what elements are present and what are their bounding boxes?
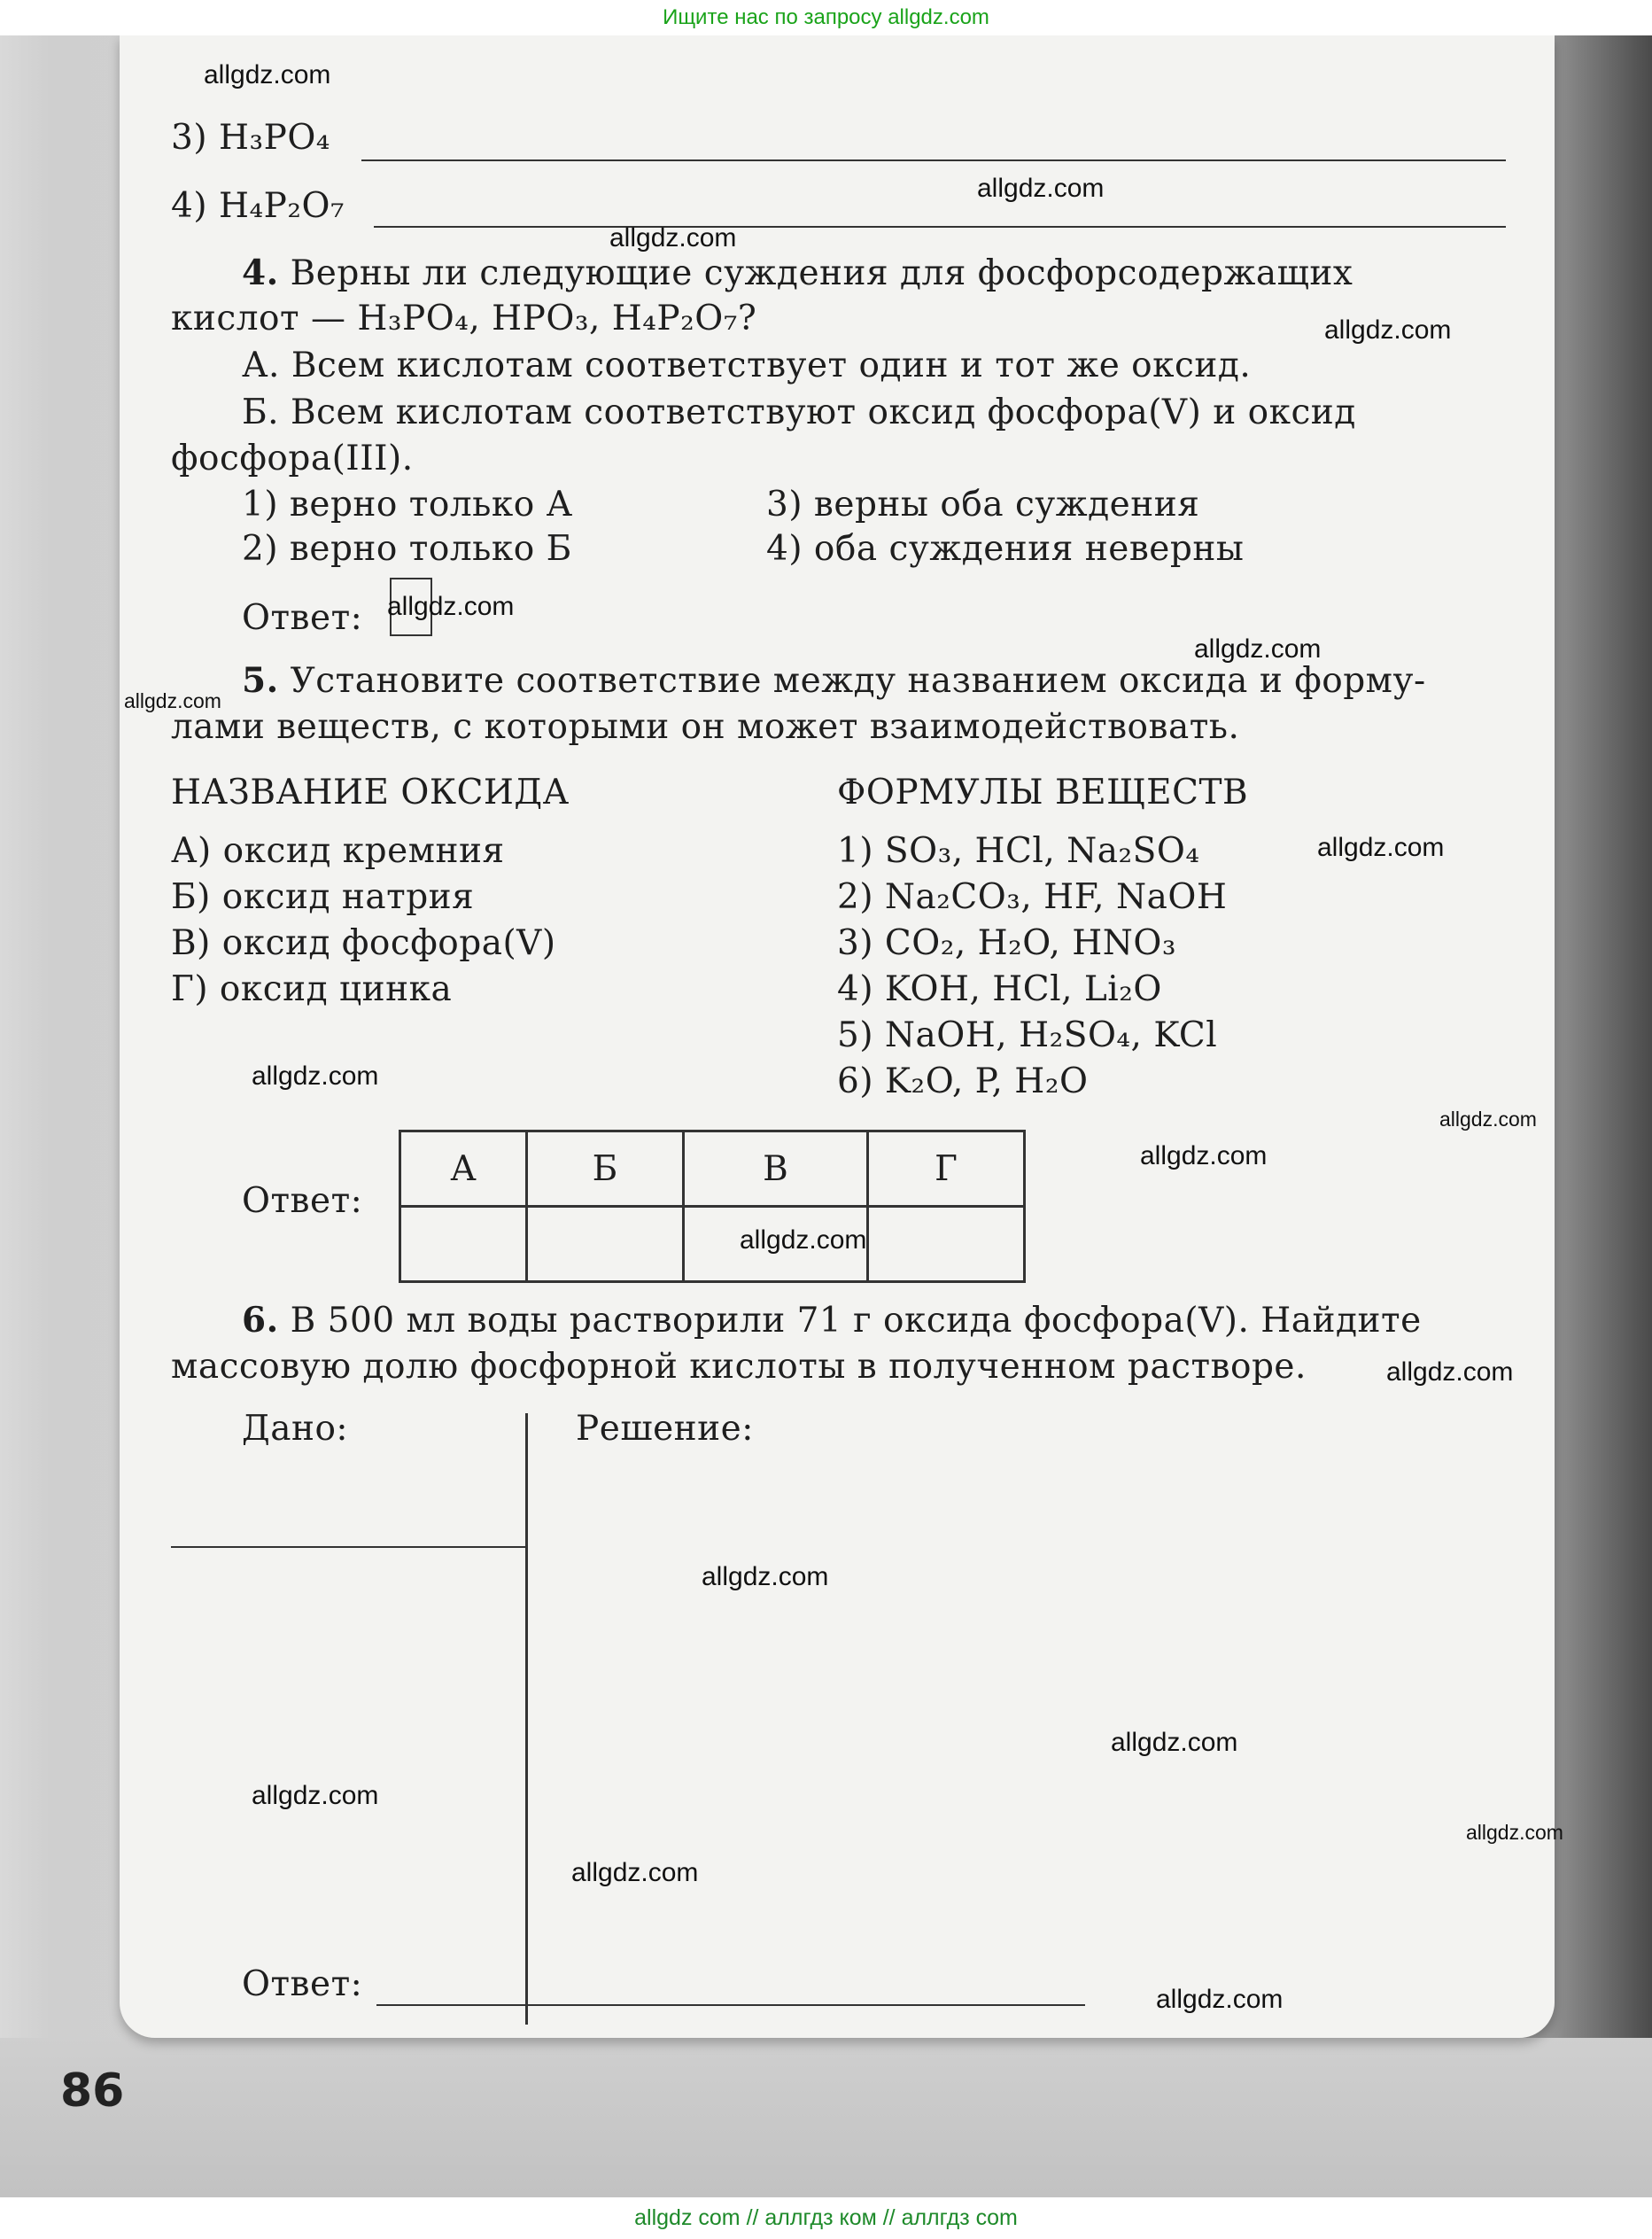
watermark: allgdz.com bbox=[387, 592, 515, 621]
scan-bottom-band bbox=[0, 2038, 1652, 2197]
q5-formula-1: 1) SO₃, HCl, Na₂SO₄ bbox=[837, 831, 1200, 871]
q4-text-line1: 4. Верны ли следующие суждения для фосфорсодержащих bbox=[242, 253, 1353, 293]
watermark: allgdz.com bbox=[1324, 315, 1452, 345]
q5-formula-4: 4) KOH, HCl, Li₂O bbox=[837, 969, 1162, 1009]
watermark: allgdz.com bbox=[124, 689, 221, 712]
q5-oxide-a: А) оксид кремния bbox=[171, 831, 505, 871]
q6-given-underline bbox=[171, 1546, 527, 1548]
q5-header-b: Б bbox=[527, 1131, 684, 1207]
q4-option-2: 2) верно только Б bbox=[242, 529, 572, 569]
q4-statement-b-line1: Б. Всем кислотам соответствуют оксид фосфора(V) и оксид bbox=[242, 393, 1356, 432]
q3-item4: 4) H₄P₂O₇ bbox=[171, 186, 345, 226]
q5-cell-g[interactable] bbox=[868, 1207, 1025, 1282]
q3-item4-answer-line[interactable] bbox=[374, 226, 1506, 228]
watermark: allgdz.com bbox=[1466, 1821, 1563, 1844]
watermark: allgdz.com bbox=[740, 1225, 867, 1255]
q5-col-right-header: ФОРМУЛЫ ВЕЩЕСТВ bbox=[837, 773, 1249, 812]
top-banner[interactable]: Ищите нас по запросу allgdz.com bbox=[0, 0, 1652, 35]
q5-header-v: В bbox=[684, 1131, 868, 1207]
page-number: 86 bbox=[60, 2064, 125, 2118]
watermark: allgdz.com bbox=[204, 60, 331, 89]
q6-answer-label: Ответ: bbox=[242, 1964, 363, 2004]
watermark: allgdz.com bbox=[1194, 634, 1322, 664]
watermark: allgdz.com bbox=[1111, 1728, 1238, 1757]
q5-cell-a[interactable] bbox=[400, 1207, 527, 1282]
watermark: allgdz.com bbox=[1317, 833, 1445, 862]
q6-text-line2: массовую долю фосфорной кислоты в полученном растворе. bbox=[171, 1347, 1307, 1387]
q6-text-line1: 6. В 500 мл воды растворили 71 г оксида фосфора(V). Найдите bbox=[242, 1300, 1422, 1341]
q5-formula-5: 5) NaOH, H₂SO₄, KCl bbox=[837, 1015, 1218, 1055]
bottom-banner[interactable]: allgdz com // аллгдз ком // аллгдз com bbox=[0, 2197, 1652, 2239]
q5-formula-3: 3) CO₂, H₂O, HNO₃ bbox=[837, 923, 1177, 963]
watermark: allgdz.com bbox=[977, 174, 1105, 203]
watermark: allgdz.com bbox=[1386, 1357, 1514, 1387]
q5-header-g: Г bbox=[868, 1131, 1025, 1207]
q6-divider-vertical bbox=[525, 1413, 528, 2025]
q5-text-line1: 5. Установите соответствие между названием оксида и форму- bbox=[242, 660, 1426, 701]
q6-solution-label: Решение: bbox=[576, 1409, 754, 1449]
q5-oxide-b: Б) оксид натрия bbox=[171, 877, 475, 917]
q4-answer-label: Ответ: bbox=[242, 598, 363, 638]
q5-oxide-v: В) оксид фосфора(V) bbox=[171, 923, 556, 963]
q5-formula-6: 6) K₂O, P, H₂O bbox=[837, 1061, 1089, 1101]
q5-header-a: А bbox=[400, 1131, 527, 1207]
q5-cell-b[interactable] bbox=[527, 1207, 684, 1282]
q5-col-left-header: НАЗВАНИЕ ОКСИДА bbox=[171, 773, 570, 812]
q4-statement-a: А. Всем кислотам соответствует один и тот же оксид. bbox=[242, 346, 1252, 385]
watermark: allgdz.com bbox=[702, 1562, 829, 1591]
q5-answer-table bbox=[399, 1130, 1026, 1283]
watermark: allgdz.com bbox=[609, 223, 737, 253]
watermark: allgdz.com bbox=[1140, 1141, 1268, 1170]
watermark: allgdz.com bbox=[1439, 1108, 1537, 1131]
q5-formula-2: 2) Na₂CO₃, HF, NaOH bbox=[837, 877, 1228, 917]
q6-answer-line[interactable] bbox=[376, 2004, 1085, 2006]
q6-given-label: Дано: bbox=[242, 1409, 349, 1449]
watermark: allgdz.com bbox=[1156, 1985, 1284, 2014]
q3-item3-answer-line[interactable] bbox=[361, 159, 1506, 161]
watermark: allgdz.com bbox=[571, 1858, 699, 1887]
q5-text-line2: лами веществ, с которыми он может взаимодействовать. bbox=[171, 707, 1240, 747]
q4-option-3: 3) верны оба суждения bbox=[766, 485, 1200, 525]
q4-option-4: 4) оба суждения неверны bbox=[766, 529, 1245, 569]
q5-answer-label: Ответ: bbox=[242, 1181, 363, 1221]
q3-item3: 3) H₃PO₄ bbox=[171, 118, 330, 158]
q5-oxide-g: Г) оксид цинка bbox=[171, 969, 453, 1009]
q4-option-1: 1) верно только А bbox=[242, 485, 573, 525]
q4-text-line2: кислот — H₃PO₄, HPO₃, H₄P₂O₇? bbox=[171, 299, 757, 338]
watermark: allgdz.com bbox=[252, 1061, 379, 1091]
q4-statement-b-line2: фосфора(III). bbox=[171, 439, 414, 478]
watermark: allgdz.com bbox=[252, 1781, 379, 1810]
